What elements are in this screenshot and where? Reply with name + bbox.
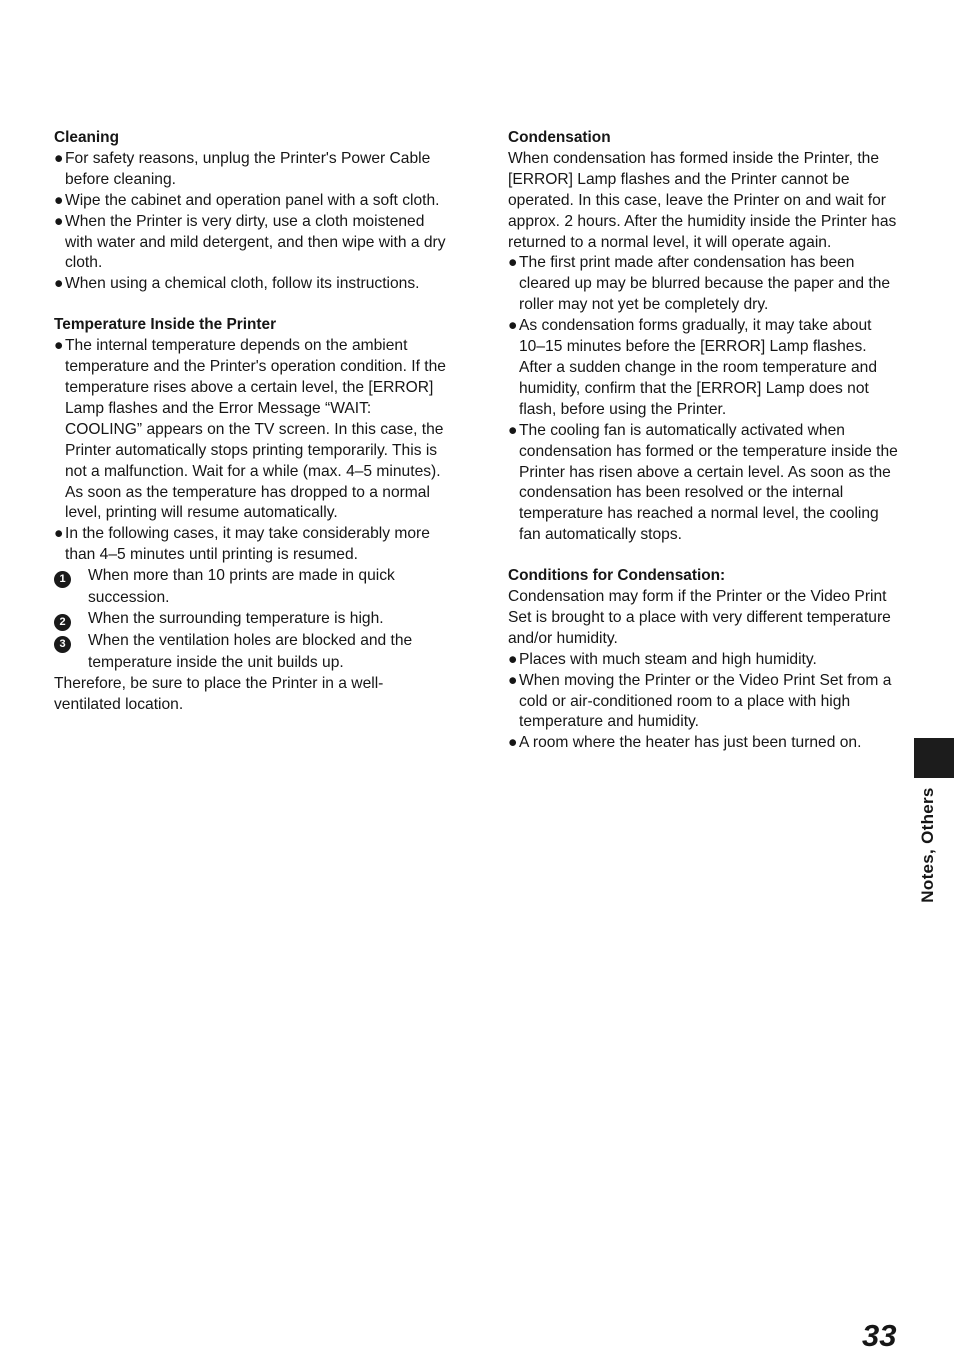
bullet-icon: ●	[54, 525, 64, 543]
cleaning-heading: Cleaning	[54, 129, 119, 146]
section-side-label: Notes, Others	[918, 787, 937, 903]
right-column	[508, 128, 900, 754]
temperature-bullet: ● The internal temperature depends on the ambient temperature and the Printer's operation condition. If the temperature rises above a certain level, the [ERROR] Lamp flashes and the Error Message “WAIT: COOLING” appears on the TV screen. In this case, the Printer automatically stops printing temporarily. This is not a malfunction. Wait for a while (max. 4–5 minutes). As soon as the temperature has dropped to a normal level, printing will resume automatically.	[54, 337, 446, 522]
section-tab-marker	[914, 738, 954, 778]
circled-number-icon: 1	[54, 571, 71, 588]
cleaning-bullet: ● For safety reasons, unplug the Printer's Power Cable before cleaning.	[54, 149, 431, 188]
condensation-bullet: ● The first print made after condensation has been cleared up may be blurred because the paper and the roller may not yet be completely dry.	[508, 254, 891, 314]
case-item: 3 When the ventilation holes are blocked and the temperature inside the unit builds up.	[54, 631, 446, 674]
cleaning-bullet: ● When the Printer is very dirty, use a cloth moistened with water and mild detergent, and then wipe with a dry cloth.	[54, 212, 446, 272]
condensation-bullet: ● As condensation forms gradually, it may take about 10–15 minutes before the [ERROR] Lamp flashes.	[508, 317, 872, 356]
bullet-icon: ●	[508, 734, 518, 752]
bullet-icon: ●	[54, 149, 64, 167]
bullet-icon: ●	[54, 191, 64, 209]
temperature-closing: Therefore, be sure to place the Printer in a well-ventilated location.	[54, 674, 384, 713]
page-number: 33	[862, 1318, 897, 1353]
left-column	[54, 128, 446, 716]
conditions-bullet: ● When moving the Printer or the Video Print Set from a cold or air-conditioned room to a place with high temperature and humidity.	[508, 671, 892, 731]
cleaning-bullet: ● Wipe the cabinet and operation panel with a soft cloth.	[54, 191, 446, 212]
temperature-heading: Temperature Inside the Printer	[54, 316, 277, 334]
condensation-bullet: ● The cooling fan is automatically activated when condensation has formed or the temperature inside the Printer has risen above a certain level. As soon as the condensation has been resolved or the internal temperature has reached a normal level, the cooling fan automatically stops.	[508, 421, 898, 544]
bullet-icon: ●	[508, 650, 518, 668]
bullet-icon: ●	[508, 421, 518, 439]
conditions-bullet: ● Places with much steam and high humidity.	[508, 650, 900, 671]
bullet-icon: ●	[508, 254, 518, 272]
condensation-heading: Condensation	[508, 129, 611, 146]
condensation-intro: When condensation has formed inside the Printer, the [ERROR] Lamp flashes and the Printer cannot be operated. In this case, leave the Printer on and wait for approx. 2 hours. After the humidity inside the Printer has returned to a normal level, it will operate again.	[508, 149, 897, 251]
case-item: 1 When more than 10 prints are made in quick succession.	[54, 566, 446, 609]
bullet-icon: ●	[508, 317, 518, 335]
bullet-icon: ●	[54, 337, 64, 355]
bullet-icon: ●	[54, 212, 64, 230]
case-item: 2 When the surrounding temperature is high.	[54, 609, 446, 631]
condensation-followup: After a sudden change in the room temperature and humidity, confirm that the [ERROR] Lamp does not flash, before using the Printer.	[519, 358, 878, 418]
circled-number-icon: 3	[54, 636, 71, 653]
conditions-intro: Condensation may form if the Printer or the Video Print Set is brought to a place with very different temperature and/or humidity.	[508, 588, 891, 647]
bullet-icon: ●	[54, 275, 64, 293]
conditions-heading: Conditions for Condensation:	[508, 567, 726, 585]
circled-number-icon: 2	[54, 614, 71, 631]
bullet-icon: ●	[508, 671, 518, 689]
temperature-bullet: ● In the following cases, it may take considerably more than 4–5 minutes until printing is resumed.	[54, 525, 430, 564]
conditions-bullet: ● A room where the heater has just been turned on.	[508, 733, 900, 754]
cleaning-bullet: ● When using a chemical cloth, follow its instructions.	[54, 274, 446, 295]
